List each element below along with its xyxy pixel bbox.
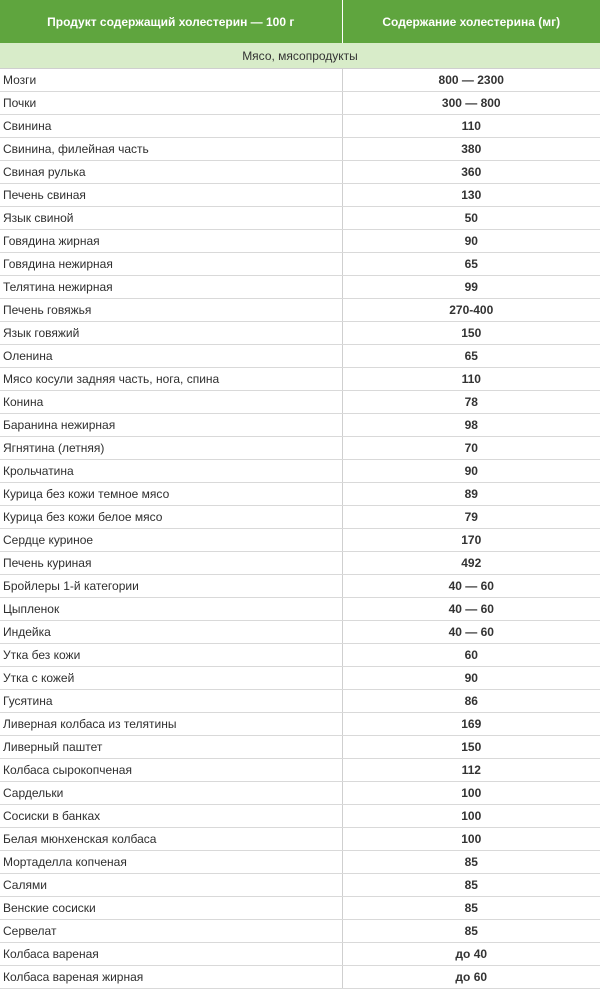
table-row xyxy=(0,92,600,115)
product-name: Ливерный паштет xyxy=(0,736,342,759)
product-name: Конина xyxy=(0,391,342,414)
cholesterol-value: 98 xyxy=(342,414,600,437)
table-row xyxy=(0,184,600,207)
cholesterol-value: 270-400 xyxy=(342,299,600,322)
header-product: Продукт содержащий холестерин — 100 г xyxy=(0,0,342,43)
product-name: Бройлеры 1-й категории xyxy=(0,575,342,598)
header-row xyxy=(0,0,600,43)
cholesterol-value: 85 xyxy=(342,920,600,943)
product-name: Колбаса вареная xyxy=(0,943,342,966)
product-name: Венские сосиски xyxy=(0,897,342,920)
table-row xyxy=(0,943,600,966)
table-row xyxy=(0,966,600,989)
cholesterol-value: 85 xyxy=(342,897,600,920)
cholesterol-value: 65 xyxy=(342,253,600,276)
table-row xyxy=(0,575,600,598)
table-row xyxy=(0,345,600,368)
cholesterol-value: 170 xyxy=(342,529,600,552)
product-name: Мортаделла копченая xyxy=(0,851,342,874)
product-name: Сервелат xyxy=(0,920,342,943)
table-row xyxy=(0,161,600,184)
table-row xyxy=(0,506,600,529)
cholesterol-value: 150 xyxy=(342,322,600,345)
table-row xyxy=(0,230,600,253)
product-name: Курица без кожи белое мясо xyxy=(0,506,342,529)
product-name: Мясо косули задняя часть, нога, спина xyxy=(0,368,342,391)
cholesterol-value: 89 xyxy=(342,483,600,506)
cholesterol-value: 65 xyxy=(342,345,600,368)
cholesterol-value: 85 xyxy=(342,874,600,897)
section-title: Мясо, мясопродукты xyxy=(0,43,600,69)
cholesterol-value: 100 xyxy=(342,805,600,828)
cholesterol-value: 99 xyxy=(342,276,600,299)
table-header xyxy=(0,0,600,43)
table-row xyxy=(0,805,600,828)
table-row xyxy=(0,207,600,230)
cholesterol-value: до 60 xyxy=(342,966,600,989)
cholesterol-value: 50 xyxy=(342,207,600,230)
product-name: Свиная рулька xyxy=(0,161,342,184)
cholesterol-value: 360 xyxy=(342,161,600,184)
table-row xyxy=(0,276,600,299)
cholesterol-value: 70 xyxy=(342,437,600,460)
cholesterol-value: 79 xyxy=(342,506,600,529)
cholesterol-value: 40 — 60 xyxy=(342,621,600,644)
table-row xyxy=(0,690,600,713)
table-row xyxy=(0,598,600,621)
cholesterol-value: 110 xyxy=(342,368,600,391)
product-name: Свинина xyxy=(0,115,342,138)
product-name: Крольчатина xyxy=(0,460,342,483)
cholesterol-value: 150 xyxy=(342,736,600,759)
table-row xyxy=(0,759,600,782)
product-name: Печень куриная xyxy=(0,552,342,575)
cholesterol-value: 100 xyxy=(342,828,600,851)
table-row xyxy=(0,391,600,414)
cholesterol-value: 90 xyxy=(342,230,600,253)
table-row xyxy=(0,713,600,736)
header-cholesterol: Содержание холестерина (мг) xyxy=(342,0,600,43)
section-row xyxy=(0,43,600,69)
cholesterol-value: 112 xyxy=(342,759,600,782)
product-name: Утка без кожи xyxy=(0,644,342,667)
cholesterol-value: 100 xyxy=(342,782,600,805)
product-name: Ливерная колбаса из телятины xyxy=(0,713,342,736)
table-row xyxy=(0,897,600,920)
table-row xyxy=(0,69,600,92)
product-name: Свинина, филейная часть xyxy=(0,138,342,161)
product-name: Оленина xyxy=(0,345,342,368)
cholesterol-value: 130 xyxy=(342,184,600,207)
product-name: Говядина жирная xyxy=(0,230,342,253)
cholesterol-value: 90 xyxy=(342,460,600,483)
product-name: Язык говяжий xyxy=(0,322,342,345)
table-row xyxy=(0,253,600,276)
product-name: Говядина нежирная xyxy=(0,253,342,276)
cholesterol-value: 85 xyxy=(342,851,600,874)
cholesterol-value: 78 xyxy=(342,391,600,414)
cholesterol-value: 380 xyxy=(342,138,600,161)
product-name: Почки xyxy=(0,92,342,115)
table-row xyxy=(0,529,600,552)
table-row xyxy=(0,736,600,759)
table-row xyxy=(0,460,600,483)
product-name: Печень свиная xyxy=(0,184,342,207)
cholesterol-value: 86 xyxy=(342,690,600,713)
cholesterol-value: 169 xyxy=(342,713,600,736)
product-name: Ягнятина (летняя) xyxy=(0,437,342,460)
table-row xyxy=(0,644,600,667)
cholesterol-value: 300 — 800 xyxy=(342,92,600,115)
product-name: Колбаса сырокопченая xyxy=(0,759,342,782)
table-row xyxy=(0,368,600,391)
table-row xyxy=(0,828,600,851)
cholesterol-value: 40 — 60 xyxy=(342,575,600,598)
product-name: Мозги xyxy=(0,69,342,92)
cholesterol-value: 60 xyxy=(342,644,600,667)
cholesterol-value: 800 — 2300 xyxy=(342,69,600,92)
product-name: Язык свиной xyxy=(0,207,342,230)
product-name: Индейка xyxy=(0,621,342,644)
product-name: Колбаса вареная жирная xyxy=(0,966,342,989)
table-row xyxy=(0,322,600,345)
table-row xyxy=(0,621,600,644)
table-row xyxy=(0,483,600,506)
product-name: Белая мюнхенская колбаса xyxy=(0,828,342,851)
product-name: Сердце куриное xyxy=(0,529,342,552)
product-name: Салями xyxy=(0,874,342,897)
product-name: Сосиски в банках xyxy=(0,805,342,828)
table-row xyxy=(0,874,600,897)
product-name: Гусятина xyxy=(0,690,342,713)
product-name: Курица без кожи темное мясо xyxy=(0,483,342,506)
product-name: Телятина нежирная xyxy=(0,276,342,299)
table-row xyxy=(0,115,600,138)
cholesterol-value: до 40 xyxy=(342,943,600,966)
table-row xyxy=(0,851,600,874)
cholesterol-value: 492 xyxy=(342,552,600,575)
table-row xyxy=(0,552,600,575)
cholesterol-value: 90 xyxy=(342,667,600,690)
table-row xyxy=(0,138,600,161)
cholesterol-value: 110 xyxy=(342,115,600,138)
table-row xyxy=(0,667,600,690)
table-row xyxy=(0,299,600,322)
table-row xyxy=(0,437,600,460)
table-body xyxy=(0,43,600,989)
product-name: Сардельки xyxy=(0,782,342,805)
table-row xyxy=(0,414,600,437)
product-name: Цыпленок xyxy=(0,598,342,621)
table-row xyxy=(0,782,600,805)
product-name: Утка с кожей xyxy=(0,667,342,690)
cholesterol-value: 40 — 60 xyxy=(342,598,600,621)
product-name: Печень говяжья xyxy=(0,299,342,322)
table-row xyxy=(0,920,600,943)
product-name: Баранина нежирная xyxy=(0,414,342,437)
